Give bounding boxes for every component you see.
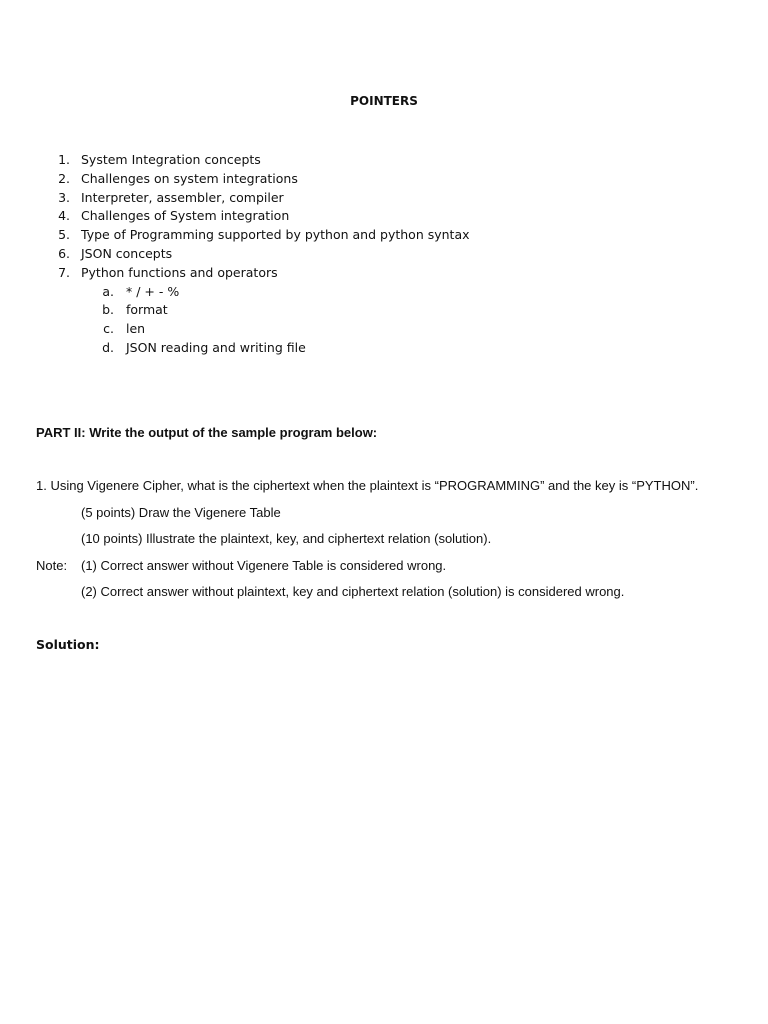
list-item-number: 7.: [58, 265, 70, 280]
sub-list-letter: c.: [103, 321, 114, 336]
list-item: Challenges on system integrations: [81, 171, 298, 186]
list-item-number: 2.: [58, 171, 70, 186]
list-item: Interpreter, assembler, compiler: [81, 190, 284, 205]
list-item-number: 3.: [58, 190, 70, 205]
sub-list-item: JSON reading and writing file: [126, 340, 306, 355]
list-item: System Integration concepts: [81, 152, 261, 167]
sub-list-letter: b.: [102, 302, 114, 317]
part-heading: PART II: Write the output of the sample program below:: [36, 425, 378, 440]
list-item: JSON concepts: [81, 246, 173, 261]
list-item: Python functions and operators: [81, 265, 278, 280]
sub-list-letter: d.: [102, 340, 114, 355]
list-item: Challenges of System integration: [81, 208, 290, 223]
note-label: Note:: [36, 558, 68, 573]
list-item: Type of Programming supported by python and python syntax: [81, 227, 470, 242]
task-draw-table: (5 points) Draw the Vigenere Table: [81, 505, 281, 520]
task-illustrate: (10 points) Illustrate the plaintext, key, and ciphertext relation (solution).: [81, 531, 492, 546]
list-item-number: 5.: [58, 227, 70, 242]
note-item: (2) Correct answer without plaintext, key and ciphertext relation (solution) is considered wrong.: [81, 584, 625, 599]
sub-list-item: format: [126, 302, 168, 317]
page-title: POINTERS: [350, 94, 418, 108]
list-item-number: 1.: [58, 152, 70, 167]
sub-list-item: * / + - %: [126, 284, 180, 299]
solution-label: Solution:: [36, 637, 100, 652]
sub-list-letter: a.: [102, 284, 114, 299]
sub-list-item: len: [126, 321, 146, 336]
list-item-number: 4.: [58, 208, 70, 223]
question-text: 1. Using Vigenere Cipher, what is the ciphertext when the plaintext is “PROGRAMMING” and the key is “PYTHON”.: [36, 478, 699, 493]
note-item: (1) Correct answer without Vigenere Table is considered wrong.: [81, 558, 447, 573]
list-item-number: 6.: [58, 246, 70, 261]
